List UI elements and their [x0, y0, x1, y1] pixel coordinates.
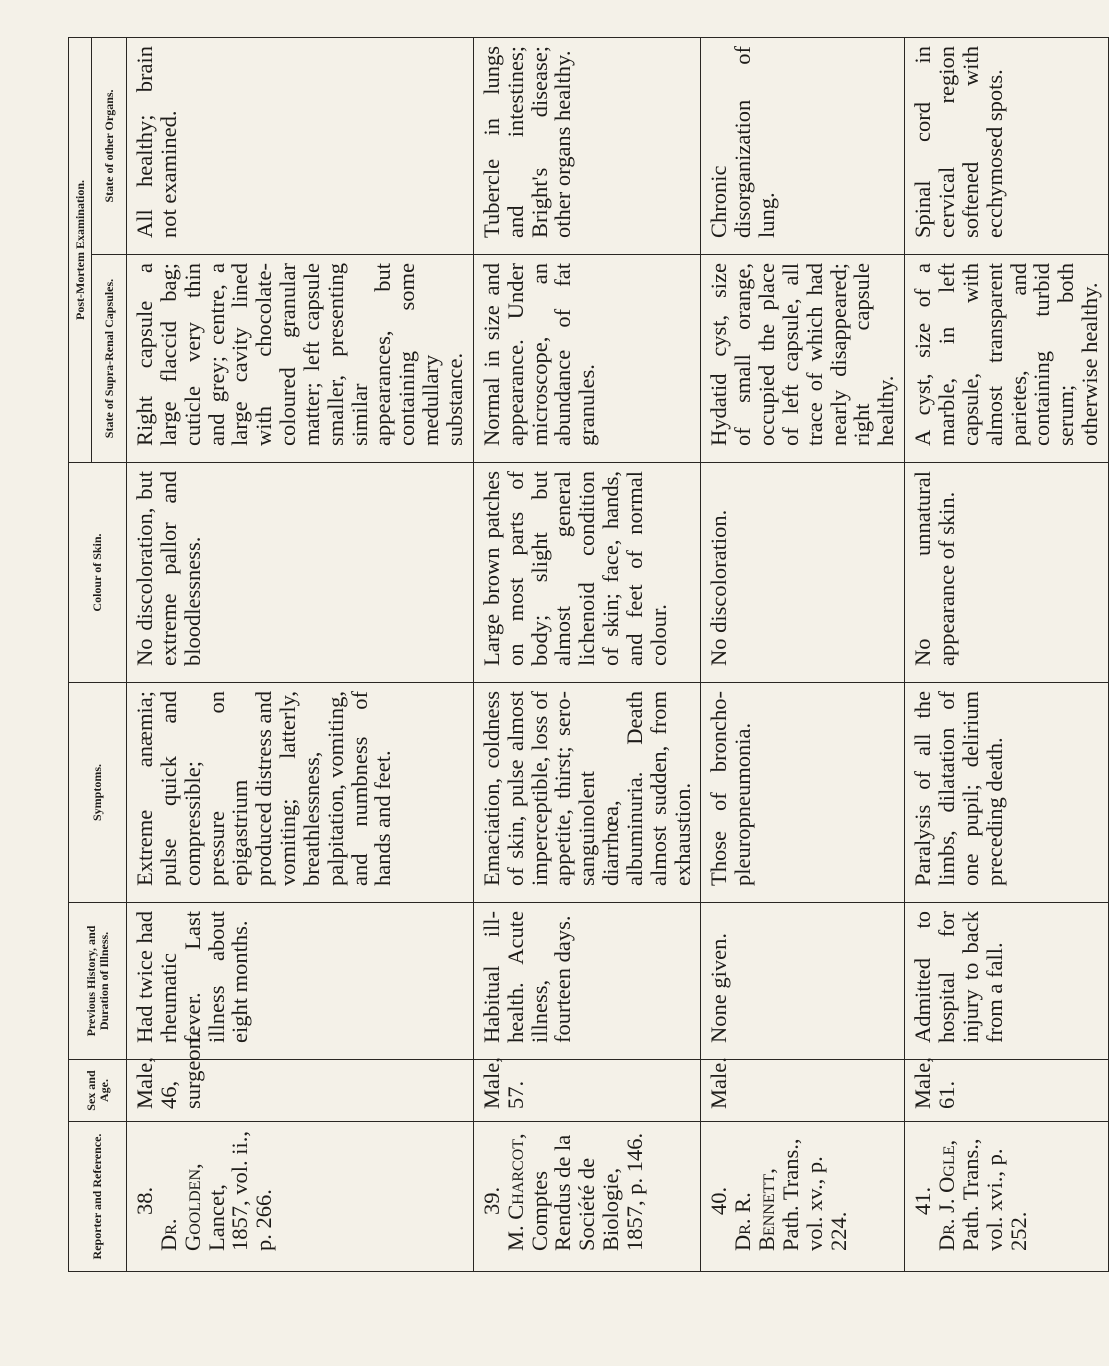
case-number: 38. — [132, 1186, 157, 1215]
other-organs-cell: Tubercle in lungs and intestines; Bright's disease; other organs healthy. — [473, 37, 701, 254]
history-cell: None given. — [701, 903, 905, 1060]
reporter-cell — [127, 1122, 474, 1272]
header-history: Previous History, and Duration of Illness. — [69, 903, 127, 1060]
capsules-cell: A cyst, size of a marble, in left capsule, with almost transparent parietes, and containing turbid serum; both otherwise healthy. — [905, 255, 1109, 463]
reference: Comptes Rendus de la Société de Biologie, 1857, p. 146. — [526, 1132, 647, 1251]
skin-cell: No discoloration, but extreme pallor and bloodlessness. — [127, 463, 474, 683]
sex-age-cell: Male. — [701, 1060, 905, 1122]
capsules-cell: Hydatid cyst, size of small orange, occupied the place of left capsule, all trace of which had nearly disappeared; right capsule healthy. — [701, 255, 905, 463]
symptoms-cell: Emaciation, coldness of skin, pulse almost imperceptible, loss of appetite, thirst; sero-sanguinolent diarrhœa, albuminuria. Death almost sudden, from exhaustion. — [473, 683, 701, 903]
header-post-mortem: Post-Mortem Examination. — [69, 37, 92, 462]
case-row — [127, 37, 474, 1271]
symptoms-cell: Paralysis of all the limbs, dilatation of one pupil; delirium preceding death. — [905, 683, 1109, 903]
symptoms-cell: Those of broncho-pleuropneumonia. — [701, 683, 905, 903]
reporter-name: Dr. R. Bennett, — [730, 1168, 780, 1251]
header-reporter: Reporter and Reference. — [69, 1122, 127, 1272]
header-other-organs: State of other Organs. — [92, 37, 127, 254]
reference: Lancet, 1857, vol. ii., p. 266. — [203, 1130, 277, 1251]
header-sex-age: Sex and Age. — [69, 1060, 127, 1122]
case-row — [473, 37, 701, 1271]
sex-age-cell: Male, 46, surgeon. — [127, 1060, 474, 1122]
reference: Path. Trans., vol. xvi., p. 252. — [957, 1138, 1031, 1251]
reporter-name: M. Charcot, — [502, 1133, 528, 1251]
other-organs-cell: Chronic disorganization of lung. — [701, 37, 905, 254]
sex-age-cell: Male, 57. — [473, 1060, 701, 1122]
header-symptoms: Symptoms. — [69, 683, 127, 903]
reporter-cell — [701, 1122, 905, 1272]
history-cell: Had twice had rheumatic fever. Last illness about eight months. — [127, 903, 474, 1060]
capsules-cell: Normal in size and appearance. Under microscope, an abundance of fat granules. — [473, 255, 701, 463]
other-organs-cell: All healthy; brain not examined. — [127, 37, 474, 254]
reference: Path. Trans., vol. xv., p. 224. — [777, 1138, 851, 1251]
reporter-name: Dr. Goolden, — [155, 1163, 205, 1251]
skin-cell: Large brown patches on most parts of body; slight but almost general lichenoid condition of skin; face, hands, and feet of normal colour. — [473, 463, 701, 683]
history-cell: Admitted to hospital for injury to back from a fall. — [905, 903, 1109, 1060]
skin-cell: No unnatural appearance of skin. — [905, 463, 1109, 683]
history-cell: Habitual ill-health. Acute illness, fourteen days. — [473, 903, 701, 1060]
case-table — [68, 37, 1109, 1272]
reporter-cell — [473, 1122, 701, 1272]
case-number: 39. — [478, 1186, 504, 1215]
skin-cell: No discoloration. — [701, 463, 905, 683]
header-skin: Colour of Skin. — [69, 463, 127, 683]
case-row — [701, 37, 905, 1271]
header-row-top — [69, 37, 92, 1271]
capsules-cell: Right capsule a large flaccid bag; cuticle very thin and grey; centre, a large cavity lined with chocolate-coloured granular matter; left capsule smaller, presenting similar appearances, but containing some medullary substance. — [127, 255, 474, 463]
sex-age-cell: Male, 61. — [905, 1060, 1109, 1122]
symptoms-cell: Extreme anæmia; pulse quick and compressible; pressure on epigastrium produced distress and vomiting; latterly, breathlessness, palpitation, vomiting, and numbness of hands and feet. — [127, 683, 474, 903]
other-organs-cell: Spinal cord in cervical region softened with ecchymosed spots. — [905, 37, 1109, 254]
header-capsules: State of Supra-Renal Capsules. — [92, 255, 127, 463]
reporter-cell — [905, 1122, 1109, 1272]
case-number: 40. — [706, 1186, 732, 1215]
reporter-name: Dr. J. Ogle, — [934, 1139, 959, 1251]
case-number: 41. — [910, 1186, 936, 1215]
case-row — [905, 37, 1109, 1271]
